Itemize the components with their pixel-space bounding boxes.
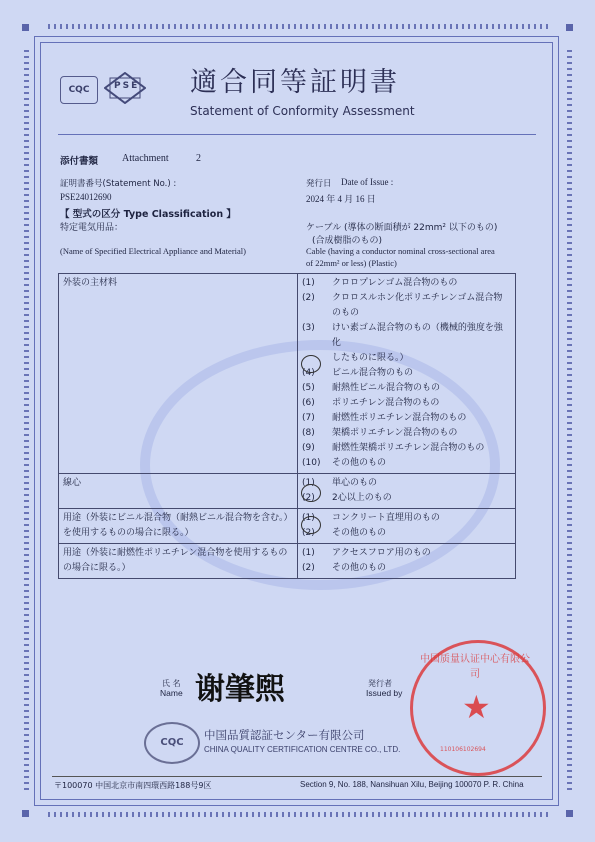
attachment-label-en: Attachment <box>122 153 169 164</box>
row-label: 線心 <box>59 474 298 509</box>
footer-divider <box>52 776 542 777</box>
attachment-number: 2 <box>196 153 201 164</box>
selection-circle <box>301 516 321 534</box>
list-item: (1) アクセスフロア用のもの <box>302 548 431 558</box>
name-label-en: Name <box>160 688 183 698</box>
pse-logo-text: PSE <box>114 81 140 91</box>
seal-text: 中国质量认证中心有限公司 <box>420 654 530 680</box>
star-icon: ★ <box>462 688 491 726</box>
appliance-value-jp-plastic: (合成樹脂のもの) <box>312 236 383 246</box>
attachment-label: 添付書類 <box>60 156 99 167</box>
corner-ornament <box>22 24 29 31</box>
options-cell <box>298 474 516 509</box>
type-classification-heading: 【 型式の区分 Type Classification 】 <box>60 209 236 220</box>
table-row <box>59 274 516 474</box>
statement-label: 証明書番号(Statement No.) : <box>60 179 177 189</box>
corner-ornament <box>22 810 29 817</box>
corner-ornament <box>566 810 573 817</box>
name-label: 氏 名 <box>162 679 181 688</box>
issue-label-en: Date of Issue : <box>341 177 394 187</box>
selection-circle <box>301 355 321 373</box>
row-label: 外装の主材料 <box>59 274 298 474</box>
seal-number: 110106102694 <box>440 746 486 753</box>
appliance-value-en-2: of 22mm² or less) (Plastic) <box>306 258 397 268</box>
list-item-selected: (2) 2心以上のもの <box>302 493 392 503</box>
options-cell <box>298 274 516 474</box>
table-row <box>59 544 516 579</box>
border-dots <box>567 50 572 790</box>
footer-address-jp: 〒100070 中国北京市南四環西路188号9区 <box>54 781 212 790</box>
appliance-label-en: (Name of Specified Electrical Appliance and Material) <box>60 246 246 256</box>
table-row <box>59 474 516 509</box>
list-item: (9) 耐燃性架橋ポリエチレン混合物のもの <box>302 443 485 453</box>
selection-circle <box>301 484 321 502</box>
page-title: 適合同等証明書 <box>190 67 400 98</box>
list-item: (3) けい素ゴム混合物のもの（機械的強度を強化 <box>302 323 503 348</box>
list-item: (1) 単心のもの <box>302 478 378 488</box>
list-item: (1) クロロプレンゴム混合物のもの <box>302 278 458 288</box>
handwritten-signature: 谢肇煕 <box>195 672 285 707</box>
list-item: (10) その他のもの <box>302 458 387 468</box>
footer-address-en: Section 9, No. 188, Nansihuan Xilu, Beijing 100070 P. R. China <box>300 780 524 789</box>
issue-label: 発行日 <box>306 179 332 189</box>
list-item: (2) クロロスルホン化ポリエチレンゴム混合物 <box>302 293 503 303</box>
border-dots <box>48 24 548 29</box>
border-dots <box>48 812 548 817</box>
header-divider <box>58 134 536 135</box>
row-label: 用途（外装にビニル混合物（耐熱ビニル混合物を含む。）を使用するものの場合に限る。） <box>59 509 298 544</box>
corner-ornament <box>566 24 573 31</box>
list-item: のもの <box>332 308 360 318</box>
issuer-label: 発行者 <box>368 679 392 688</box>
appliance-label: 特定電気用品： <box>60 223 124 233</box>
statement-number: PSE24012690 <box>60 192 112 202</box>
list-item-selected: (2) その他のもの <box>302 528 387 538</box>
border-dots <box>24 50 29 790</box>
company-name-en: CHINA QUALITY CERTIFICATION CENTRE CO., LTD. <box>204 745 401 754</box>
list-item: したものに限る。） <box>332 353 409 363</box>
list-item: (2) その他のもの <box>302 563 387 573</box>
list-item: (6) ポリエチレン混合物のもの <box>302 398 440 408</box>
list-item: (7) 耐燃性ポリエチレン混合物のもの <box>302 413 467 423</box>
list-item: (5) 耐熱性ビニル混合物のもの <box>302 383 441 393</box>
table-row <box>59 509 516 544</box>
row-label: 用途（外装に耐燃性ポリエチレン混合物を使用するものの場合に限る。） <box>59 544 298 579</box>
options-cell <box>298 509 516 544</box>
list-item: (1) コンクリート直埋用のもの <box>302 513 440 523</box>
cqc-emblem: CQC <box>144 722 200 764</box>
pse-logo <box>104 72 146 104</box>
list-item: (8) 架橋ポリエチレン混合物のもの <box>302 428 458 438</box>
cqc-logo: CQC <box>60 76 98 104</box>
issue-date: 2024 年 4 月 16 日 <box>306 194 376 204</box>
appliance-value-jp: ケーブル (導体の断面積が 22mm² 以下のもの) <box>306 223 498 233</box>
options-cell <box>298 544 516 579</box>
company-name-jp: 中国品質認証センター有限公司 <box>204 728 365 742</box>
list-item-selected: (4) ビニル混合物のもの <box>302 368 414 378</box>
appliance-value-en: Cable (having a conductor nominal cross-sectional area <box>306 246 495 256</box>
page-subtitle: Statement of Conformity Assessment <box>190 104 415 118</box>
issuer-label-en: Issued by <box>366 688 403 698</box>
classification-table <box>58 273 516 579</box>
